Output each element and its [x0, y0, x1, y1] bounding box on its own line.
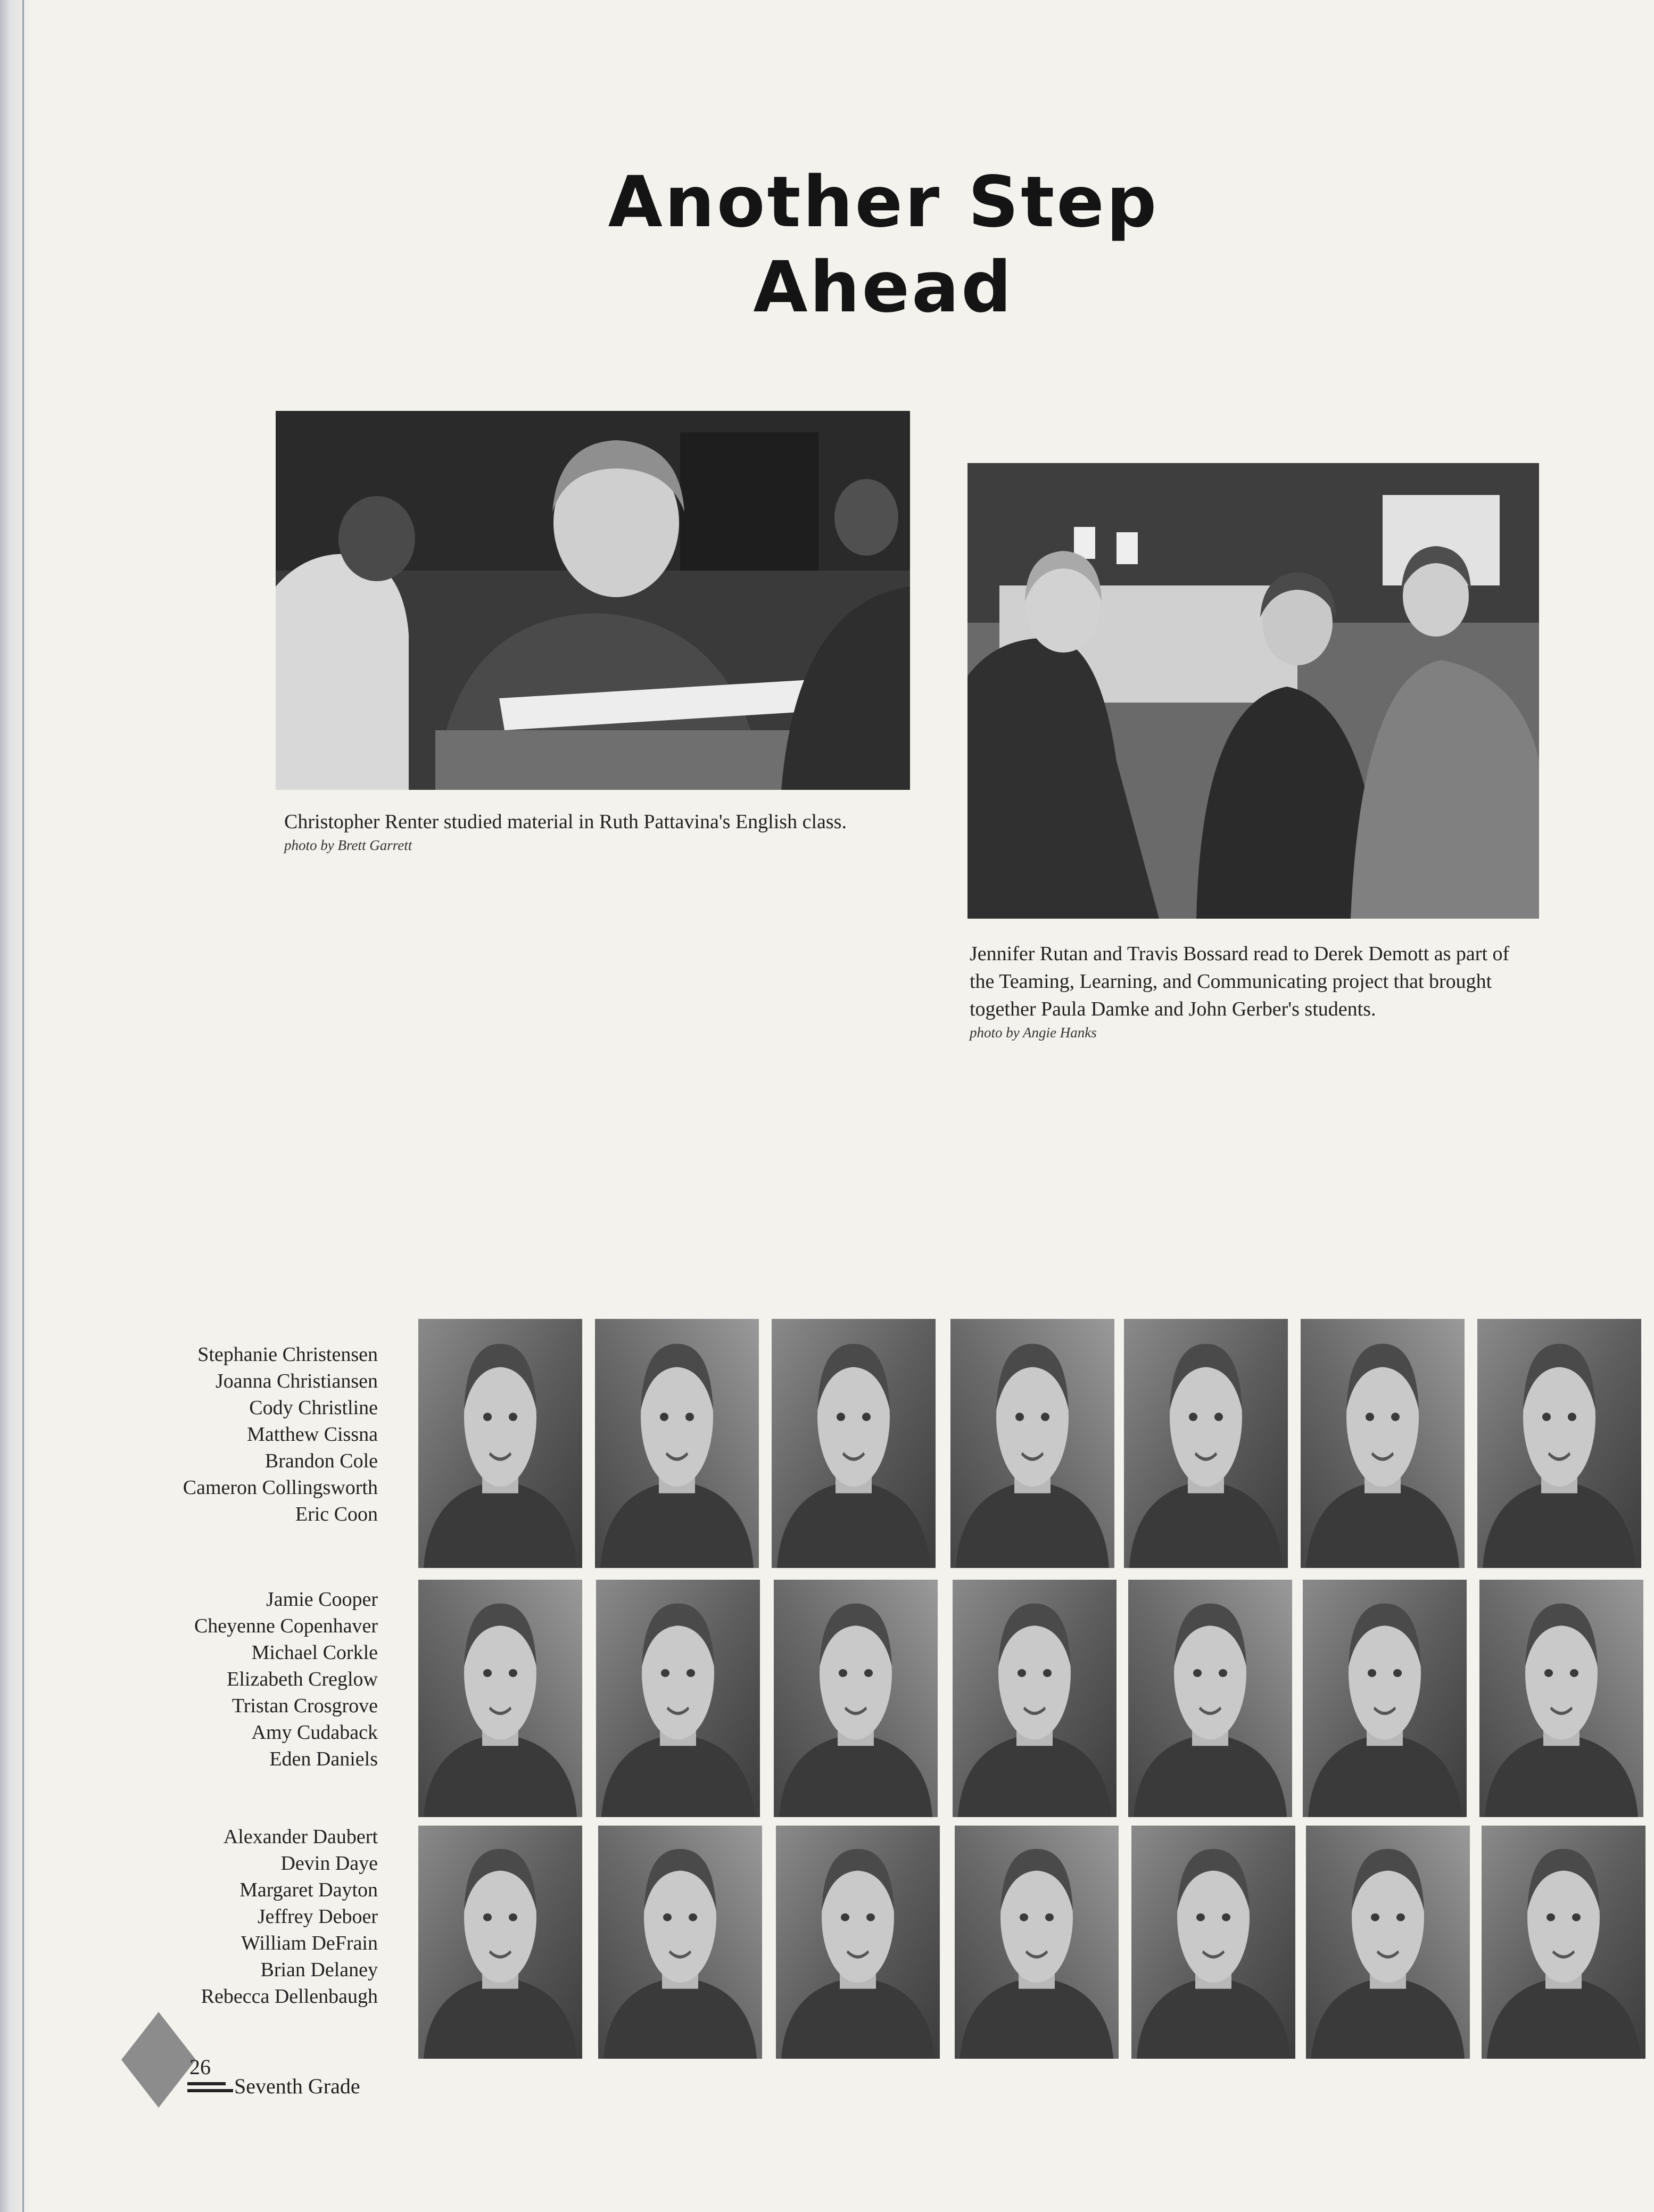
photo-credit: photo by Brett Garrett: [284, 837, 412, 853]
student-portrait: [776, 1826, 940, 2059]
student-name: Cody Christline: [249, 1397, 378, 1419]
student-name: Cameron Collingsworth: [183, 1476, 378, 1499]
student-portrait: [1128, 1580, 1292, 1817]
page-title: Another Step Ahead: [608, 161, 1159, 328]
student-name: Amy Cudaback: [251, 1721, 378, 1744]
student-portrait: [1479, 1580, 1643, 1817]
student-name: Devin Daye: [280, 1852, 378, 1875]
name-list-row-1: [96, 1341, 378, 1528]
folio-rule: [187, 2089, 233, 2092]
student-portrait: [1124, 1319, 1288, 1568]
caption-text: Christopher Renter studied material in Ruth Pattavina's English class.: [284, 811, 847, 833]
student-name: Jeffrey Deboer: [257, 1905, 378, 1928]
name-list-row-2: [96, 1586, 378, 1772]
photo-reading-project: [967, 463, 1539, 919]
photo-credit: photo by Angie Hanks: [970, 1025, 1097, 1041]
student-portrait: [955, 1826, 1119, 2059]
name-list-row-3: [96, 1823, 378, 2010]
student-name: Joanna Christiansen: [215, 1370, 378, 1392]
student-name: Eric Coon: [295, 1503, 378, 1525]
student-portrait: [1303, 1580, 1467, 1817]
student-portrait: [1306, 1826, 1470, 2059]
student-portrait: [774, 1580, 938, 1817]
student-portrait: [1482, 1826, 1645, 2059]
student-portrait: [596, 1580, 760, 1817]
student-name: Alexander Daubert: [223, 1826, 378, 1848]
photo-caption-2: [970, 940, 1539, 1042]
diamond-icon: [121, 2012, 196, 2108]
student-name: Elizabeth Creglow: [227, 1668, 378, 1690]
caption-text: Jennifer Rutan and Travis Bossard read to Derek Demott as part of the Teaming, Learning, and Communicating project that brought together Paula Damke and John Gerber's students.: [970, 943, 1510, 1020]
student-portrait: [595, 1319, 759, 1568]
student-name: Michael Corkle: [251, 1641, 378, 1664]
student-portrait: [598, 1826, 762, 2059]
student-name: Brian Delaney: [260, 1959, 378, 1981]
student-portrait: [772, 1319, 936, 1568]
student-name: Rebecca Dellenbaugh: [201, 1985, 378, 2008]
student-name: Margaret Dayton: [239, 1879, 378, 1901]
student-name: Matthew Cissna: [247, 1423, 378, 1446]
student-name: Stephanie Christensen: [197, 1343, 378, 1366]
student-portrait: [418, 1580, 582, 1817]
student-portrait: [953, 1580, 1117, 1817]
folio-rule: [187, 2082, 226, 2085]
student-name: Eden Daniels: [269, 1748, 378, 1770]
photo-caption-1: [284, 808, 912, 855]
student-portrait: [418, 1319, 582, 1568]
page-binding: [0, 0, 32, 2212]
student-portrait: [950, 1319, 1114, 1568]
student-name: Brandon Cole: [264, 1450, 378, 1472]
section-name: Seventh Grade: [234, 2074, 360, 2098]
student-name: Cheyenne Copenhaver: [194, 1615, 378, 1637]
student-portrait: [1131, 1826, 1295, 2059]
student-name: William DeFrain: [241, 1932, 378, 1954]
page-number: 26: [189, 2055, 211, 2079]
student-name: Jamie Cooper: [266, 1588, 378, 1611]
student-portrait: [418, 1826, 582, 2059]
student-portrait: [1301, 1319, 1465, 1568]
photo-english-class: [276, 411, 910, 790]
student-portrait: [1477, 1319, 1641, 1568]
student-name: Tristan Crosgrove: [231, 1695, 378, 1717]
